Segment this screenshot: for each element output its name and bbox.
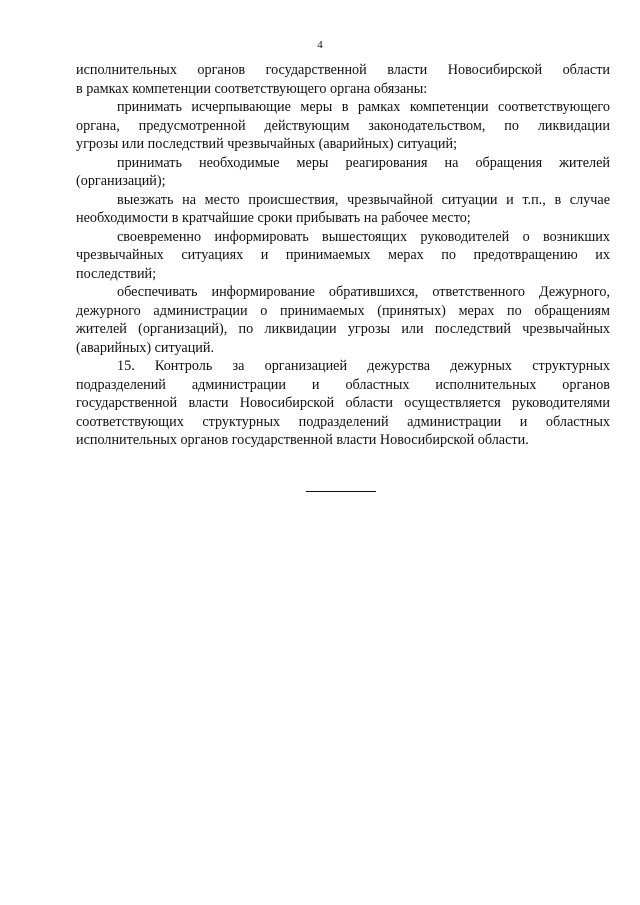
text-line: подразделений администрации и областных исполнительных органов bbox=[76, 376, 610, 393]
text-line: обеспечивать информирование обратившихся, ответственного Дежурного, bbox=[117, 284, 610, 300]
text-line: (организаций); bbox=[76, 173, 166, 189]
text-line: принимать необходимые меры реагирования на обращения жителей bbox=[117, 154, 610, 171]
text-line: органа, предусмотренной действующим законодательством, по ликвидации bbox=[76, 117, 610, 134]
document-body bbox=[76, 61, 610, 450]
text-line: принимать исчерпывающие меры в рамках компетенции соответствующего bbox=[117, 99, 610, 115]
text-line: угрозы или последствий чрезвычайных (аварийных) ситуаций; bbox=[76, 136, 458, 152]
text-line: исполнительных органов государственной власти Новосибирской области bbox=[76, 62, 610, 78]
paragraph bbox=[76, 283, 610, 357]
text-line: выезжать на место происшествия, чрезвычайной ситуации и т.п., в случае bbox=[117, 191, 610, 208]
paragraph bbox=[76, 98, 610, 154]
text-line: дежурного администрации о принимаемых (принятых) мерах по обращениям bbox=[76, 302, 610, 319]
paragraph bbox=[76, 61, 610, 98]
text-line: соответствующих структурных подразделений администрации и областных bbox=[76, 413, 610, 430]
text-line: (аварийных) ситуаций. bbox=[76, 339, 215, 356]
text-line: в рамках компетенции соответствующего органа обязаны: bbox=[76, 80, 428, 97]
text-line: необходимости в кратчайшие сроки прибывать на рабочее место; bbox=[76, 210, 471, 226]
paragraph bbox=[76, 228, 610, 284]
closing-divider bbox=[306, 491, 376, 492]
text-line: жителей (организаций), по ликвидации угрозы или последствий чрезвычайных bbox=[76, 321, 610, 337]
text-line: исполнительных органов государственной власти Новосибирской области. bbox=[76, 432, 529, 448]
text-line: 15. Контроль за организацией дежурства дежурных структурных bbox=[117, 358, 610, 374]
paragraph bbox=[76, 191, 610, 228]
paragraph bbox=[76, 154, 610, 191]
text-line: государственной власти Новосибирской области осуществляется руководителями bbox=[76, 395, 610, 411]
page-number: 4 bbox=[317, 39, 323, 51]
text-line: последствий; bbox=[76, 265, 157, 282]
text-line: чрезвычайных ситуациях и принимаемых мерах по предотвращению их bbox=[76, 247, 610, 263]
text-line: своевременно информировать вышестоящих руководителей о возникших bbox=[117, 228, 610, 245]
paragraph bbox=[76, 357, 610, 450]
